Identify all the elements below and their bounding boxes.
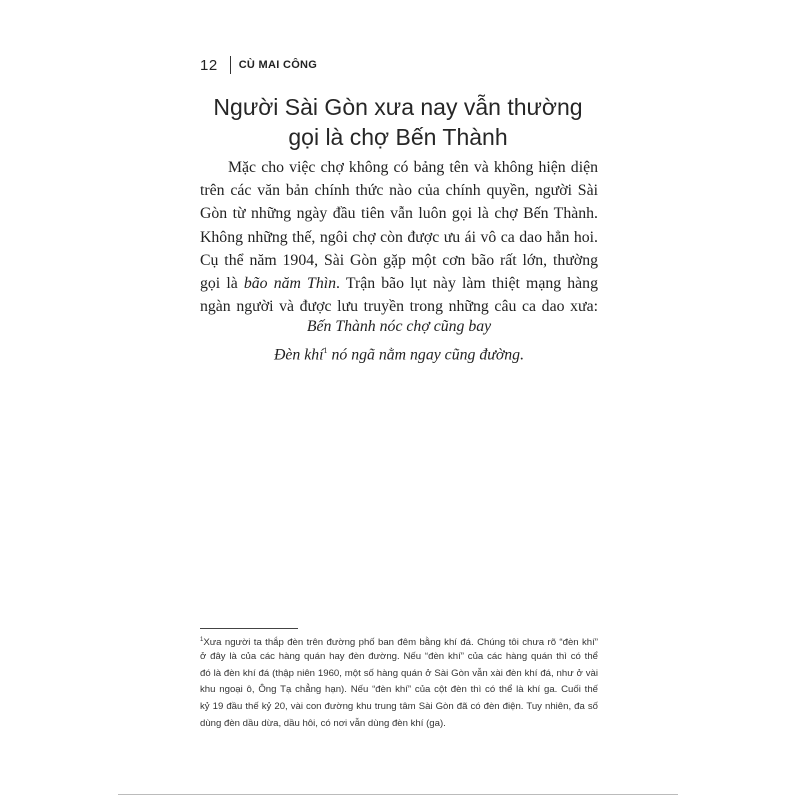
footnote xyxy=(200,632,598,733)
author-name: CÙ MAI CÔNG xyxy=(238,59,318,71)
page-number: 12 xyxy=(200,56,218,74)
footnote-line: dùng đèn dầu dừa, dầu hôi, có nơi vẫn dùng đèn khí (ga). xyxy=(200,717,446,729)
verse-text: Bến Thành nóc chợ cũng bay xyxy=(306,318,492,335)
paragraph-line: trên các văn bản chính thức nào của chính quyền, người Sài xyxy=(200,182,598,200)
footnote-reference[interactable]: 1 xyxy=(323,346,328,355)
paragraph-line: Mặc cho việc chợ không có bảng tên và không hiện diện xyxy=(228,159,598,176)
verse-line xyxy=(200,318,598,336)
footnote-marker: 1 xyxy=(200,637,204,643)
paragraph-line: Cụ thể năm 1904, Sài Gòn gặp một cơn bão rất lớn, thường xyxy=(200,251,598,269)
paragraph-line: ngàn người và được lưu truyền trong những câu ca dao xưa: xyxy=(200,298,598,316)
paragraph-line: Không những thế, ngôi chợ còn được ưu ái vô ca dao hẳn hoi. xyxy=(200,228,598,246)
section-heading-line: gọi là chợ Bến Thành xyxy=(288,124,508,150)
verse-text: nó ngã nằm ngay cũng đường. xyxy=(327,346,525,364)
footnote-line: kỷ 19 đầu thế kỷ 20, vài con đường khu trung tâm Sài Gòn đã có đèn điện. Tuy nhiên, đa số xyxy=(200,701,598,713)
emphasized-term: bão năm Thìn xyxy=(243,274,337,292)
running-head xyxy=(200,56,317,74)
footnote-text: Xưa người ta thắp đèn trên đường phố ban đêm bằng khí đá. Chúng tôi chưa rõ “đèn khí” xyxy=(203,637,598,649)
paragraph-text: gọi là xyxy=(200,274,244,292)
paragraph-text: . Trận bão lụt này làm thiệt mạng hàng xyxy=(336,274,598,292)
paragraph-line xyxy=(200,272,598,295)
footnote-line: đó là đèn khí đá (thập niên 1960, một số hàng quán ở Sài Gòn vẫn xài đèn khí đá, như ở vài xyxy=(200,667,598,679)
section-heading-line: Người Sài Gòn xưa nay vẫn thường xyxy=(213,94,583,120)
footnote-line xyxy=(200,632,598,649)
footnote-line: ở đây là của các hàng quán hay đèn đường. Nếu “đèn khí” của các hàng quán thì có thể xyxy=(200,650,598,662)
section-heading xyxy=(200,92,596,152)
verse-line xyxy=(200,346,598,364)
paragraph-line: Gòn từ những ngày đầu tiên vẫn luôn gọi là chợ Bến Thành. xyxy=(200,205,598,223)
footnote-separator xyxy=(200,628,298,629)
body-paragraph xyxy=(200,156,598,318)
verse-text: Đèn khí xyxy=(273,346,324,364)
running-head-divider xyxy=(230,56,231,74)
footnote-line: khu ngoại ô, Ông Tạ chẳng hạn). Nếu “đèn khí” của cột đèn thì có thể là khí ga. Cuối thế xyxy=(200,684,598,696)
